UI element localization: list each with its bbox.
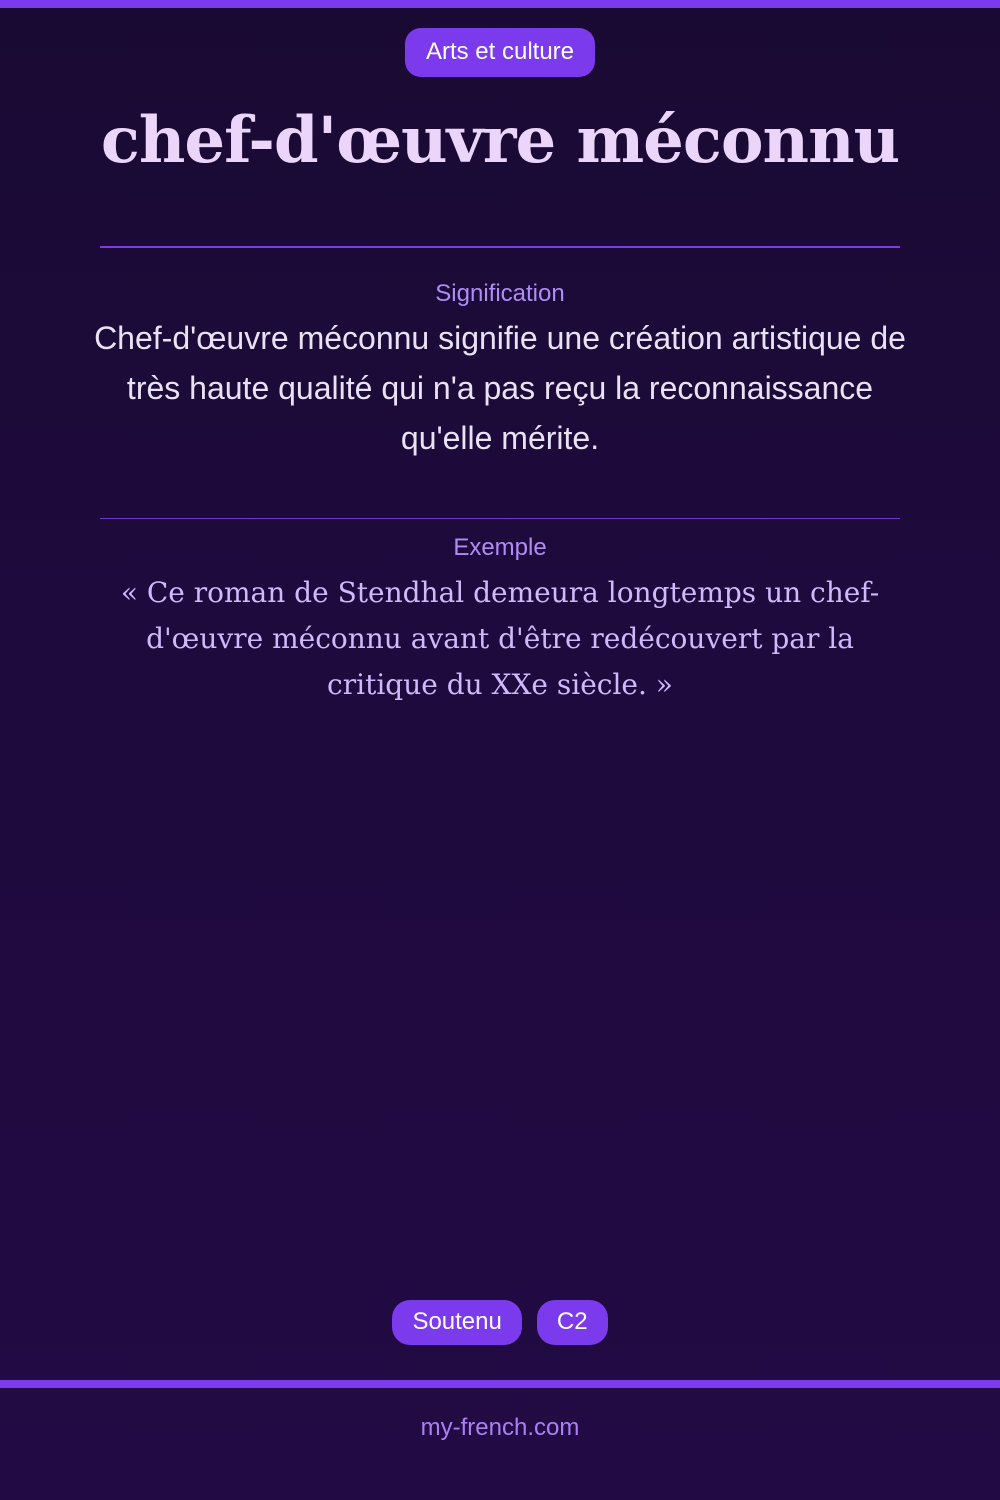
- title-divider: [100, 246, 900, 248]
- meaning-text: Chef-d'œuvre méconnu signifie une création artistique de très haute qualité qui n'a pas reçu la reconnaissance qu'elle mérite.: [94, 320, 906, 456]
- top-accent-bar: [0, 0, 1000, 8]
- category-badge: Arts et culture: [405, 28, 595, 77]
- level-tag: C2: [537, 1300, 608, 1345]
- footer-site: my-french.com: [420, 1414, 580, 1441]
- tag-list: [0, 1300, 1000, 1345]
- bottom-accent-bar: [0, 1380, 1000, 1388]
- example-label: Exemple: [453, 534, 547, 561]
- expression-title: chef-d'œuvre méconnu: [100, 103, 900, 178]
- section-divider: [100, 518, 900, 519]
- meaning-label: Signification: [435, 280, 565, 307]
- example-text: « Ce roman de Stendhal demeura longtemps un chef-d'œuvre méconnu avant d'être redécouvert par la critique du XXe siècle. »: [120, 576, 880, 701]
- register-tag: Soutenu: [392, 1300, 521, 1345]
